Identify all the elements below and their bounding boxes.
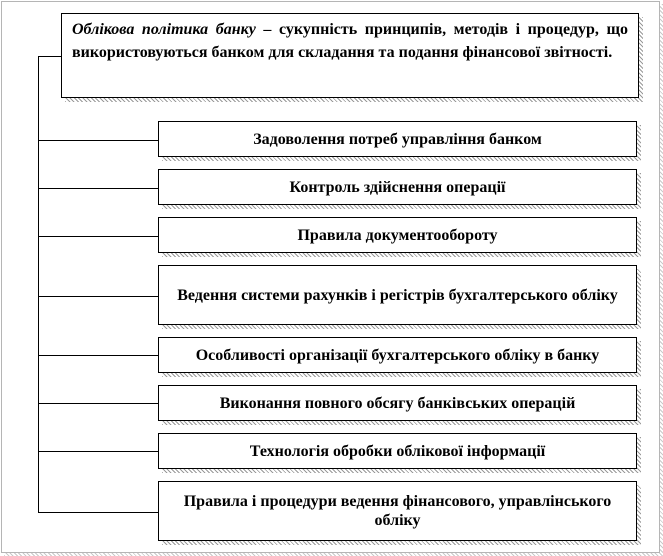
item-connector xyxy=(38,512,159,513)
item-box: Правила документообороту xyxy=(158,217,637,253)
item-connector xyxy=(38,236,159,237)
item-connector xyxy=(38,451,159,452)
item-connector xyxy=(38,188,159,189)
item-box: Правила і процедури ведення фінансового, управлінського обліку xyxy=(158,481,637,541)
definition-box xyxy=(61,13,639,98)
item-box: Виконання повного обсягу банківських операцій xyxy=(158,385,637,421)
definition-text: – сукупність принципів, методів і процедур, що використовуються банком для складання та подання фінансової звітності. xyxy=(72,21,628,61)
item-box: Ведення системи рахунків і регістрів бухгалтерського обліку xyxy=(158,265,637,325)
item-box: Особливості організації бухгалтерського обліку в банку xyxy=(158,337,637,373)
definition-term: Облікова політика банку xyxy=(72,21,256,38)
item-connector xyxy=(38,140,159,141)
item-box: Задоволення потреб управління банком xyxy=(158,121,637,157)
item-connector xyxy=(38,355,159,356)
item-connector xyxy=(38,296,159,297)
item-connector xyxy=(38,403,159,404)
item-box: Контроль здійснення операції xyxy=(158,169,637,205)
trunk-line xyxy=(38,56,39,513)
item-box: Технологія обробки облікової інформації xyxy=(158,433,637,469)
definition-connector xyxy=(38,56,62,57)
